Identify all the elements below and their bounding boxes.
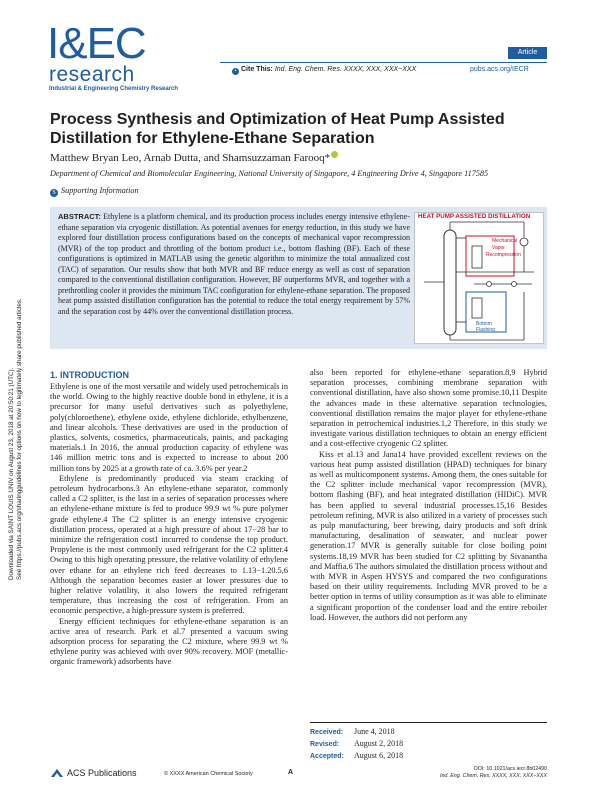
supporting-info-label: Supporting Information [61,186,139,195]
process-flow-diagram [414,212,544,344]
toc-label-bf-line2: Flashing [476,327,495,333]
supporting-info-icon: S [50,189,58,197]
doi-block [400,766,547,779]
paragraph: Ethylene is predominantly produced via steam cracking of petroleum hydrocarbons.3 An ethylene-ethane separator, commonly called a C2 splitter, is the last in a series of separation processes where an ethylene-ethane mixture is fed to produce 99.9 wt % pure polymer grade ethylene.4 The C2 splitter is an energy intensive cryogenic distillation process, operated at a high pressure of about 17−28 bar to minimize the refrigeration cost1 incurred to condense the top product. Propylene is the most commonly used refrigerant for the C2 splitter.4 Owing to this high operating pressure, the relative volatility of ethylene over ethane for an ethylene rich feed decreases to 1.13−1.20.5,6 Although the separation becomes easier at lower pressures due to higher relative volatility, it also lowers the required refrigerant temperature, thus increasing the cost of refrigeration. From an economic perspective, a high-pressure system is preferred. [50,473,288,616]
revised-date-row [310,738,547,750]
received-label: Received: [310,729,344,736]
abstract-text [58,212,410,317]
revised-date: August 2, 2018 [354,739,404,748]
authors-text: Matthew Bryan Leo, Arnab Dutta, and Shamsuzzaman Farooq* [50,152,331,164]
section-heading: 1. INTRODUCTION [50,370,130,380]
toc-label-mvr-line2: Vapor [492,245,505,251]
download-notice [8,230,23,580]
publication-dates [310,722,547,762]
received-date: June 4, 2018 [354,727,395,736]
abstract-label: ABSTRACT: [58,212,101,221]
toc-graphic [414,212,544,344]
article-type-badge: Article [508,47,547,59]
supporting-info-link[interactable] [50,186,139,197]
affiliation: Department of Chemical and Biomolecular Engineering, National University of Singapore, 4 Engineering Drive 4, Singapore 117585 [50,169,489,178]
cite-text: Ind. Eng. Chem. Res. XXXX, XXX, XXX−XXX [274,66,417,73]
toc-graphic-title: HEAT PUMP ASSISTED DISTILLATION [418,213,531,220]
accepted-date-row [310,750,547,762]
toc-label-bf-line1: Bottom [476,321,492,327]
paragraph: also been reported for ethylene-ethane separation.8,9 Hybrid separation processes, combining membrane separation with conventional distillation, have also shown some promise.10,11 Despite the advances made in these alternative separation technologies, conventional distillation remains the major player for ethylene-ethane separation in petrochemical industries.1,2 Therefore, in this study we investigate various distillation techniques to obtain an energy efficient and a cost-effective cryogenic C2 splitter. [310,368,547,449]
journal-logo-iec: I&EC [47,19,146,68]
body-column-right [310,368,547,623]
header-divider [220,62,547,63]
author-list [50,151,338,164]
journal-logo-subtitle: Industrial & Engineering Chemistry Research [49,86,179,92]
accepted-date: August 6, 2018 [354,751,404,760]
accepted-label: Accepted: [310,753,344,760]
journal-url-link[interactable]: pubs.acs.org/IECR [470,66,529,73]
paper-title: Process Synthesis and Optimization of Heat Pump Assisted Distillation for Ethylene-Ethane Separation [50,111,505,147]
publisher-logo [50,768,137,778]
citation-footer: Ind. Eng. Chem. Res. XXXX, XXX, XXX−XXX [439,772,547,779]
paragraph: Energy efficient techniques for ethylene-ethane separation is an active area of research. Park et al.7 presented a vacuum swing adsorption process for separating the C2 mixture, where 99.9 wt % ethylene purity was achieved with over 90% recovery. MOF (metallic-organic framework) adsorbents have [50,616,288,667]
journal-logo-research: research [49,63,135,86]
toc-label-mvr-line1: Mechanical [492,238,518,244]
cite-icon: • [232,68,239,75]
revised-label: Revised: [310,741,340,748]
received-date-row [310,726,547,738]
body-column-left [50,382,288,668]
orcid-icon[interactable] [331,151,338,158]
cite-this[interactable] [232,66,416,75]
cite-label: Cite This: [241,66,273,73]
abstract-body: Ethylene is a platform chemical, and its production process includes energy intensive ethylene-ethane separation via cryogenic distillation. As potential avenues for energy reduction, in this study we have explored four distillation process configurations based on the concepts of mechanical vapor recompression (MVR) of the top product and throttling of the bottom product i.e., bottom flashing (BF). Each of these configurations is optimized in MATLAB using the genetic algorithm to minimize the total annualized cost (TAC) of separation. Our results show that both MVR and BF reduce energy as well as cost of separation compared to the conventional distillation configuration. However, BF outperforms MVR, and together with a prethrottling cooler it provides the minimum TAC configuration for ethylene-ethane separation. The proposed heat pump assisted distillation configuration has the potential to reduce the total energy requirement by 57% and the separation cost by 44% over the conventional distillation process. [58,212,410,316]
page-number: A [288,769,294,776]
paragraph: Ethylene is one of the most versatile and widely used petrochemicals in the world. Owing to the highly reactive double bond in ethylene, it is a precursor for many useful derivatives such as polyethylene, poly(chloroethene), ethylene oxide, ethylene dichloride, ethylbenzene, and linear alcohols. These derivatives are used in the production of plastics, solvents, cosmetics, pharmaceuticals, paints, and packaging materials.1 In 2016, the annual production capacity of ethylene was 146 million metric tons and is expected to increase to about 200 million tons by 2025 at a growth rate of ca. 3.6% per year.2 [50,382,288,473]
copyright: © XXXX American Chemical Society [164,771,253,777]
publisher-name: ACS Publications [67,768,137,778]
download-notice-line2[interactable]: See https://pubs.acs.org/sharingguidelines for options on how to legitimately share published articles. [16,298,23,580]
download-notice-line1: Downloaded via SAINT LOUIS UNIV on August 23, 2018 at 20:50:21 (UTC). [8,367,15,580]
doi-link[interactable]: DOI: 10.1021/acs.iecr.8b02490 [473,766,547,772]
paragraph: Kiss et al.13 and Jana14 have provided excellent reviews on the various heat pump assisted distillation (HPAD) techniques for binary as well as multicomponent systems. Among them, the ones suitable for the C2 splitter include mechanical vapor recompression (MVR), bottom flashing (BF), and heat integrated distillation (HIDiC). MVR has been applied to several industrial processes.15,16 Besides petroleum refining, MVR is also utilized in a variety of processes such as pulp manufacturing, beer brewing, dairy products and soft drink manufacturing, desalination of seawater, and nuclear power generation.17 MVR is generally suitable for close boiling point systems.18,19 MVR has been studied for C2 splitting by Sivanantha and Maffia.6 The authors simulated the distillation process without and with MVR in Aspen HYSYS and compared the two configurations based on their utility requirements. Including MVR proved to be a better option in terms of utility consumption as it was able to eliminate a significant proportion of the condenser load and the entire reboiler load. However, the authors did not perform any [310,449,547,622]
acs-logo-icon [50,768,64,778]
toc-label-mvr-line3: Recompression [486,252,521,258]
